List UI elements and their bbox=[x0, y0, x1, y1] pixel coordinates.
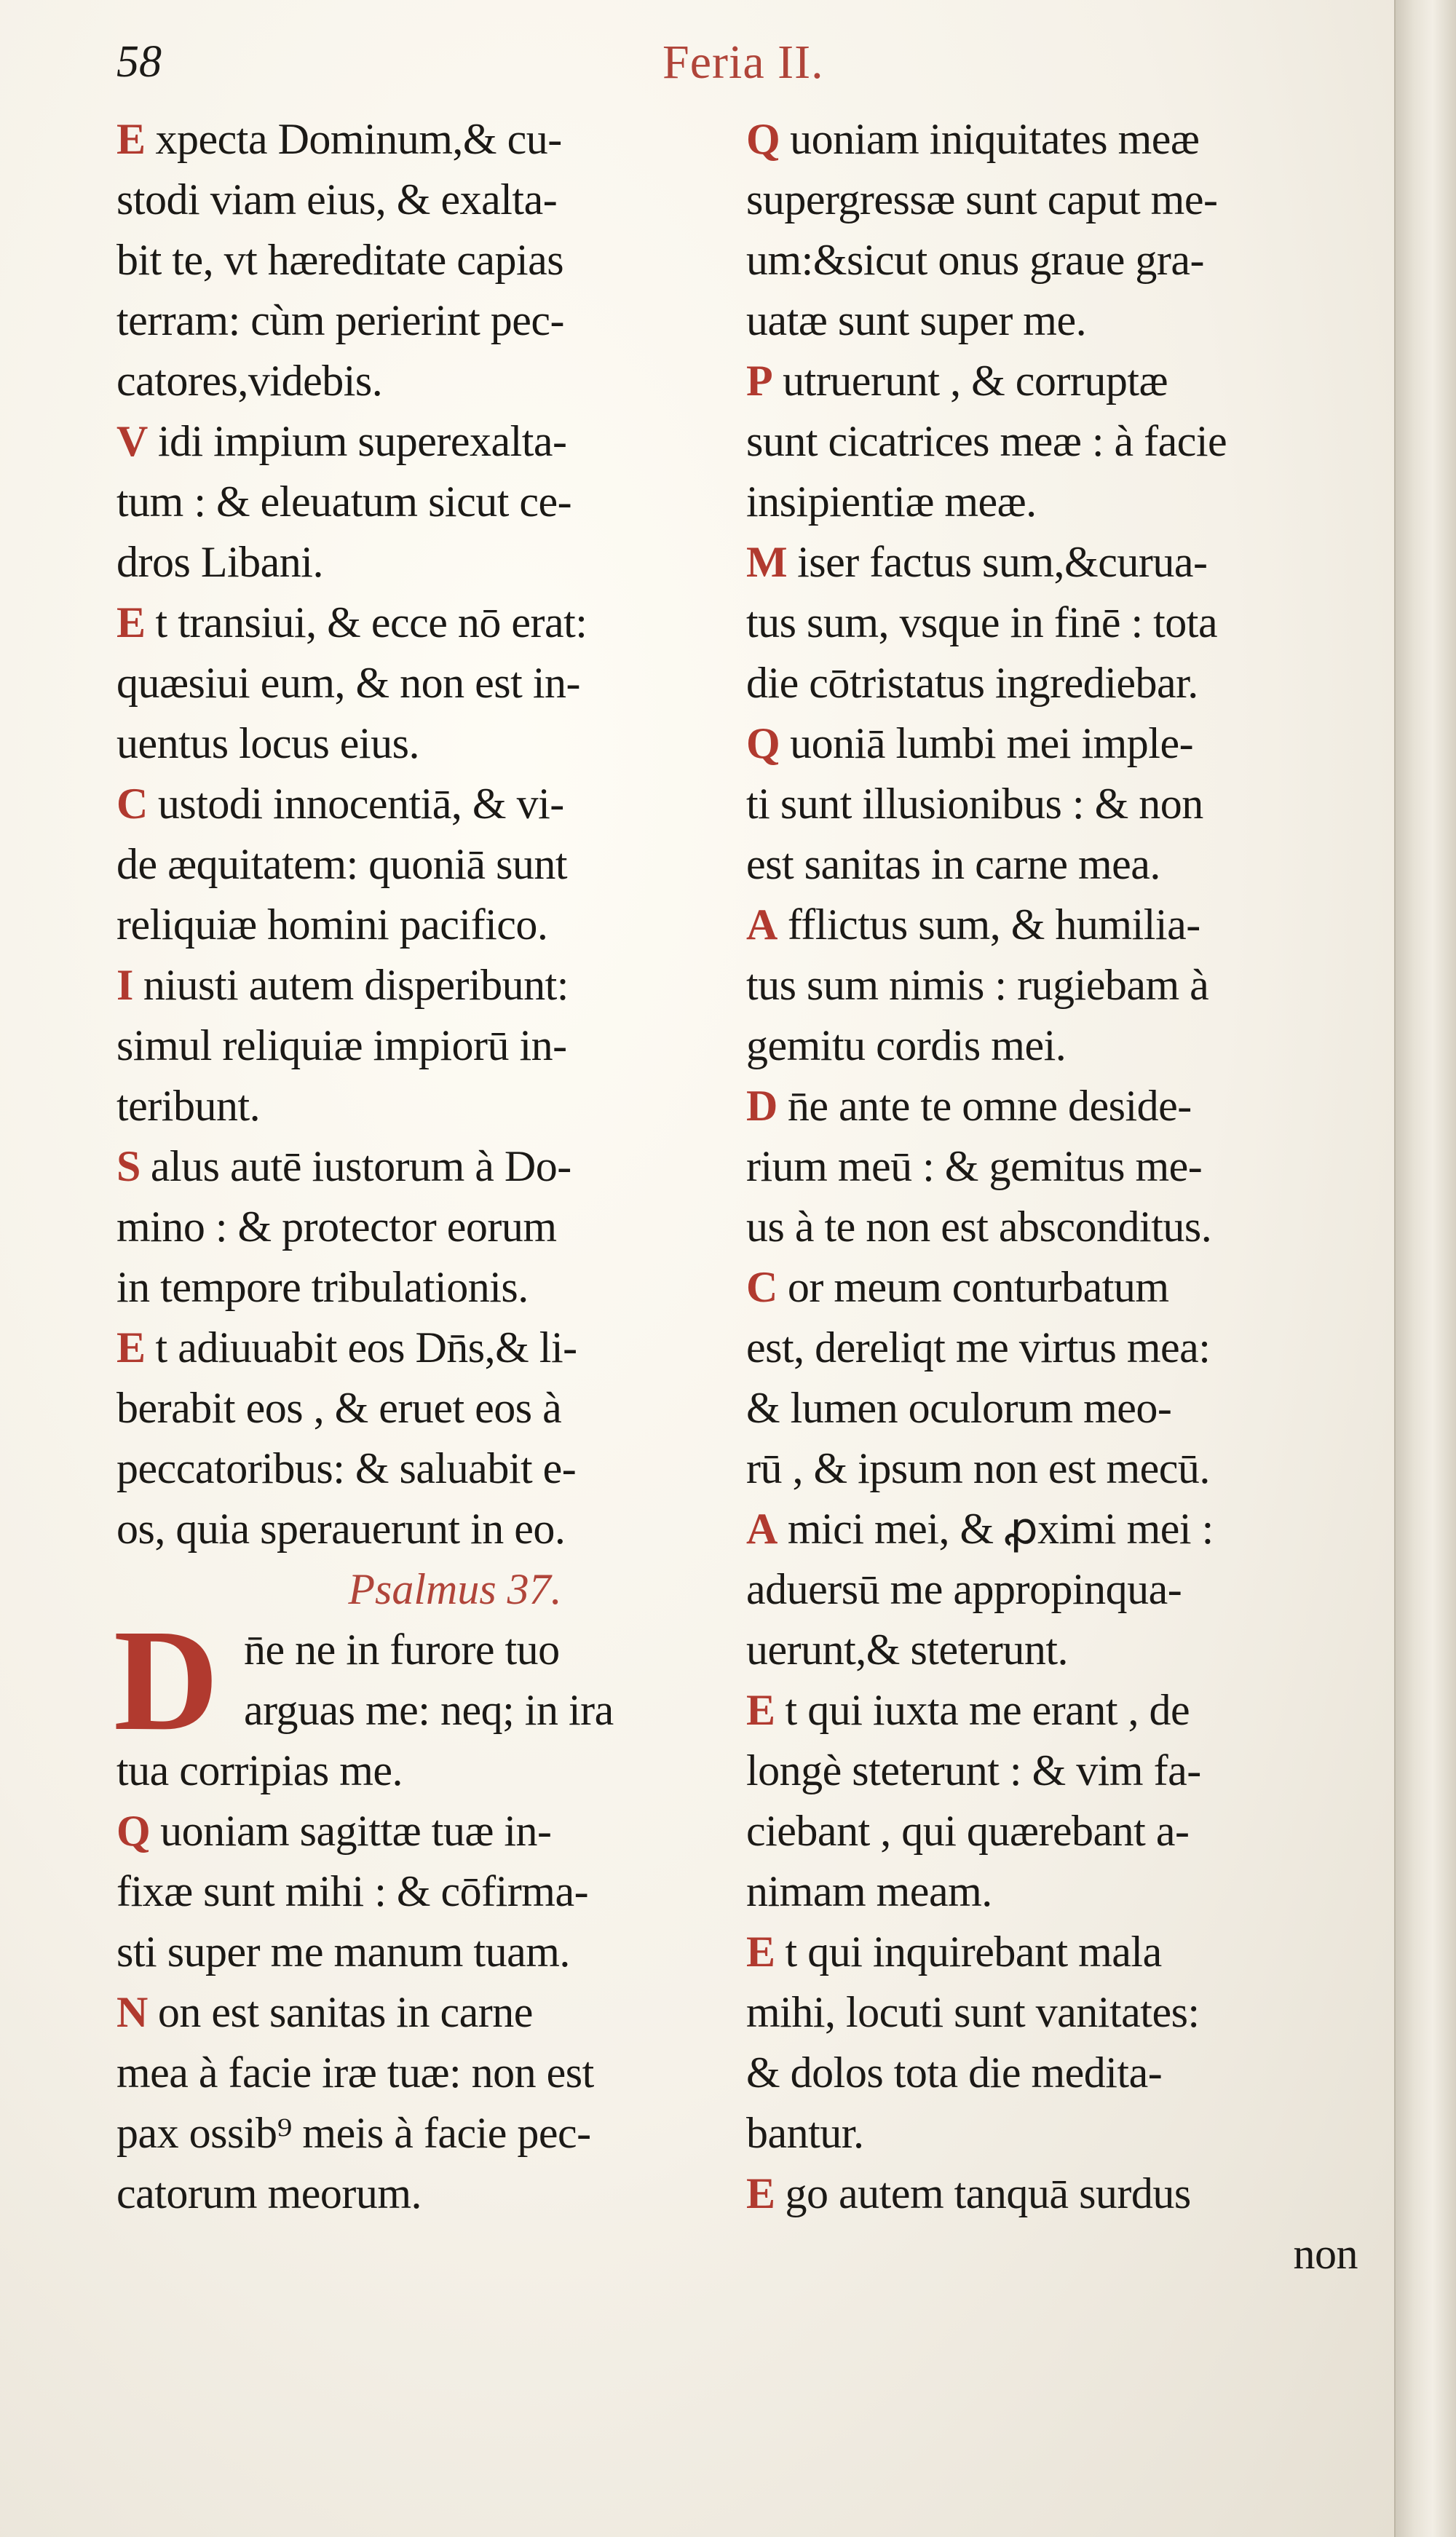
verse-line bbox=[116, 1982, 750, 2043]
catchword: non bbox=[1293, 2230, 1358, 2278]
verse-line: tus sum nimis : rugiebam à bbox=[746, 961, 1209, 1009]
red-initial: Q bbox=[116, 1807, 151, 1855]
verse-line bbox=[116, 1318, 750, 1378]
verse bbox=[116, 593, 750, 774]
line-text: utruerunt , & corruptæ bbox=[783, 357, 1168, 405]
verse bbox=[116, 411, 750, 593]
line-text: t adiuuabit eos Dn̄s,& li- bbox=[155, 1323, 577, 1372]
verse-line: arguas me: neq; in ira bbox=[244, 1686, 614, 1734]
verse-line bbox=[746, 109, 1380, 170]
red-initial: C bbox=[746, 1263, 778, 1311]
line-text: xpecta Dominum,& cu- bbox=[155, 115, 562, 163]
verse-line bbox=[116, 955, 750, 1016]
line-text: t qui inquirebant mala bbox=[785, 1928, 1162, 1976]
verse-line: ti sunt illusionibus : & non bbox=[746, 780, 1203, 828]
line-text: uoniam iniquitates meæ bbox=[790, 115, 1200, 163]
verse-line: mea à facie iræ tuæ: non est bbox=[116, 2049, 594, 2097]
red-initial: E bbox=[746, 1928, 775, 1976]
red-initial: S bbox=[116, 1142, 141, 1190]
verse bbox=[746, 2164, 1380, 2224]
verse bbox=[116, 1318, 750, 1559]
page-number: 58 bbox=[116, 37, 162, 87]
verse bbox=[116, 774, 750, 955]
red-initial: E bbox=[116, 598, 146, 646]
page-header bbox=[116, 29, 1354, 109]
verse-line: est, dereliqt me virtus mea: bbox=[746, 1323, 1211, 1372]
verse-line bbox=[116, 774, 750, 834]
verse-line: supergressæ sunt caput me- bbox=[746, 175, 1218, 223]
line-text: uoniā lumbi mei imple- bbox=[790, 719, 1194, 767]
line-text: go autem tanquā surdus bbox=[785, 2169, 1191, 2217]
verse-line: berabit eos , & eruet eos à bbox=[116, 1384, 562, 1432]
red-initial: V bbox=[116, 417, 148, 465]
verse-line: est sanitas in carne mea. bbox=[746, 840, 1160, 888]
verse-line: uerunt,& steterunt. bbox=[746, 1626, 1069, 1674]
verse-line bbox=[116, 1801, 750, 1861]
verse-line: rū , & ipsum non est mecū. bbox=[746, 1444, 1210, 1492]
verse-line: tum : & eleuatum sicut ce- bbox=[116, 478, 572, 526]
verse bbox=[116, 1136, 750, 1318]
verse-line bbox=[116, 109, 750, 170]
verse-line: gemitu cordis mei. bbox=[746, 1021, 1067, 1069]
red-initial: I bbox=[116, 961, 133, 1009]
verse-line bbox=[746, 532, 1380, 593]
verse-line: de æquitatem: quoniā sunt bbox=[116, 840, 568, 888]
verse bbox=[116, 109, 750, 411]
red-initial: C bbox=[116, 780, 148, 828]
psalm-heading: Psalmus 37. bbox=[348, 1565, 562, 1613]
verse-line: n̄e ne in furore tuo bbox=[244, 1626, 560, 1674]
verse-line: uentus locus eius. bbox=[116, 719, 419, 767]
verse-line: terram: cùm perierint pec- bbox=[116, 296, 565, 344]
verse-line bbox=[116, 411, 750, 472]
line-text: idi impium superexalta- bbox=[157, 417, 567, 465]
verse-line: rium meū : & gemitus me- bbox=[746, 1142, 1203, 1190]
verse-line bbox=[746, 1076, 1380, 1136]
verse bbox=[746, 1680, 1380, 1922]
verse-line bbox=[746, 2164, 1380, 2224]
verse bbox=[746, 1499, 1380, 1680]
line-text: mici mei, & ꝓximi mei : bbox=[787, 1505, 1214, 1553]
verse-line: catorum meorum. bbox=[116, 2169, 422, 2217]
verse-line: reliquiæ homini pacifico. bbox=[116, 901, 548, 949]
verse bbox=[116, 955, 750, 1136]
verse-line: peccatoribus: & saluabit e- bbox=[116, 1444, 577, 1492]
verse-line bbox=[746, 351, 1380, 411]
verse bbox=[746, 1922, 1380, 2164]
red-initial: Q bbox=[746, 115, 780, 163]
verse-line: mino : & protector eorum bbox=[116, 1203, 557, 1251]
line-text: alus autē iustorum à Do- bbox=[150, 1142, 571, 1190]
left-column bbox=[116, 109, 750, 2224]
verse-line: & lumen oculorum meo- bbox=[746, 1384, 1172, 1432]
verse-line: nimam meam. bbox=[746, 1867, 992, 1915]
red-initial: A bbox=[746, 901, 778, 949]
verse-line: stodi viam eius, & exalta- bbox=[116, 175, 558, 223]
verse bbox=[116, 1982, 750, 2224]
verse-line: uatæ sunt super me. bbox=[746, 296, 1087, 344]
red-initial: E bbox=[116, 1323, 146, 1372]
verse-line bbox=[116, 593, 750, 653]
line-text: fflictus sum, & humilia- bbox=[787, 901, 1200, 949]
verse-line bbox=[746, 1257, 1380, 1318]
verse-line bbox=[746, 1922, 1380, 1982]
running-head: Feria II. bbox=[662, 36, 824, 89]
red-initial: E bbox=[746, 2169, 775, 2217]
red-initial: E bbox=[746, 1686, 775, 1734]
verse-line: tus sum, vsque in finē : tota bbox=[746, 598, 1218, 646]
verse-line: bantur. bbox=[746, 2109, 864, 2157]
line-text: t qui iuxta me erant , de bbox=[785, 1686, 1190, 1734]
verse-line: pax ossib⁹ meis à facie pec- bbox=[116, 2109, 591, 2157]
verse bbox=[746, 713, 1380, 895]
verse bbox=[746, 532, 1380, 713]
verse bbox=[746, 1076, 1380, 1257]
verse-line: fixæ sunt mihi : & cōfirma- bbox=[116, 1867, 589, 1915]
verse-line bbox=[746, 1499, 1380, 1559]
verse-line: teribunt. bbox=[116, 1082, 261, 1130]
verse-line: um:&sicut onus graue gra- bbox=[746, 236, 1205, 284]
line-text: iser factus sum,&curua- bbox=[797, 538, 1208, 586]
verse bbox=[746, 1257, 1380, 1499]
red-initial: P bbox=[746, 357, 773, 405]
verse-line bbox=[746, 713, 1380, 774]
verse bbox=[116, 1801, 750, 1982]
verse-line: in tempore tribulationis. bbox=[116, 1263, 529, 1311]
red-initial: E bbox=[116, 115, 146, 163]
line-text: t transiui, & ecce nō erat: bbox=[155, 598, 587, 646]
verse bbox=[746, 351, 1380, 532]
verse-line: simul reliquiæ impiorū in- bbox=[116, 1021, 567, 1069]
verse-line: sunt cicatrices meæ : à facie bbox=[746, 417, 1227, 465]
verse-line bbox=[746, 1680, 1380, 1741]
line-text: n̄e ante te omne deside- bbox=[787, 1082, 1192, 1130]
verse-line: dros Libani. bbox=[116, 538, 323, 586]
verse-line: die cōtristatus ingrediebar. bbox=[746, 659, 1198, 707]
verse-line: tua corripias me. bbox=[116, 1746, 403, 1794]
verse-line: us à te non est absconditus. bbox=[746, 1203, 1212, 1251]
verse-line: mihi, locuti sunt vanitates: bbox=[746, 1988, 1200, 2036]
verse-line: catores,videbis. bbox=[116, 357, 383, 405]
verse bbox=[114, 1600, 750, 1801]
line-text: or meum conturbatum bbox=[787, 1263, 1169, 1311]
verse-line bbox=[746, 895, 1380, 955]
drop-cap-block bbox=[114, 1600, 750, 1761]
red-initial: N bbox=[116, 1988, 148, 2036]
verse-line: sti super me manum tuam. bbox=[116, 1928, 570, 1976]
verse-line: longè steterunt : & vim fa- bbox=[746, 1746, 1201, 1794]
verse-line: os, quia sperauerunt in eo. bbox=[116, 1505, 566, 1553]
line-text: ustodi innocentiā, & vi- bbox=[157, 780, 564, 828]
verse-line: & dolos tota die medita- bbox=[746, 2049, 1163, 2097]
verse-line: quæsiui eum, & non est in- bbox=[116, 659, 580, 707]
verse bbox=[746, 895, 1380, 1076]
verse-line: aduersū me appropinqua- bbox=[746, 1565, 1182, 1613]
line-text: uoniam sagittæ tuæ in- bbox=[160, 1807, 552, 1855]
right-column bbox=[746, 109, 1380, 2284]
red-initial: A bbox=[746, 1505, 778, 1553]
verse-line: bit te, vt hæreditate capias bbox=[116, 236, 564, 284]
red-initial: D bbox=[746, 1082, 778, 1130]
verse bbox=[746, 109, 1380, 351]
red-initial: Q bbox=[746, 719, 780, 767]
line-text: niusti autem disperibunt: bbox=[143, 961, 569, 1009]
verse-line: ciebant , qui quærebant a- bbox=[746, 1807, 1190, 1855]
page-gutter bbox=[1394, 0, 1456, 2537]
line-text: on est sanitas in carne bbox=[157, 1988, 533, 2036]
drop-cap-initial: D bbox=[114, 1600, 219, 1761]
verse-line bbox=[116, 1136, 750, 1197]
red-initial: M bbox=[746, 538, 788, 586]
verse-line: insipientiæ meæ. bbox=[746, 478, 1037, 526]
